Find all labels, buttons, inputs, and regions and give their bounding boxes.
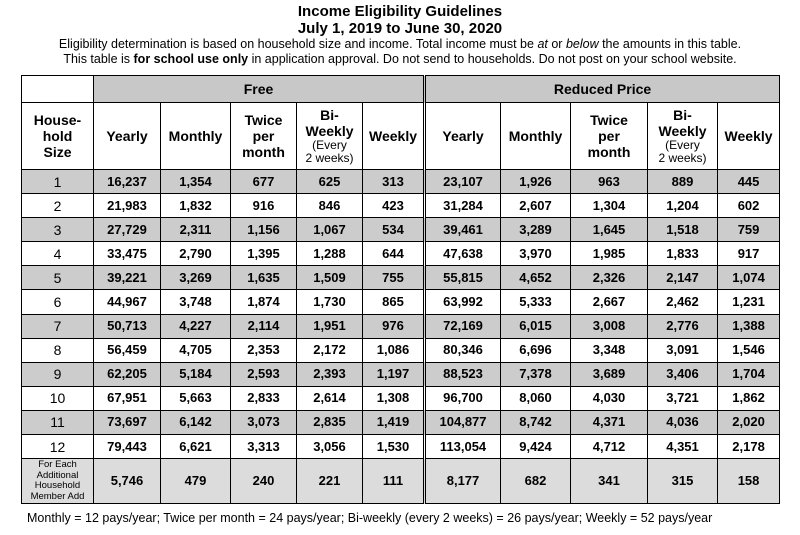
reduced-value-cell: 104,877 bbox=[425, 410, 501, 434]
reduced-value-cell: 1,985 bbox=[571, 242, 648, 266]
free-value-cell: 755 bbox=[363, 266, 425, 290]
free-value-cell: 2,835 bbox=[297, 410, 363, 434]
table-row bbox=[22, 290, 780, 314]
household-size-cell: 12 bbox=[22, 435, 94, 459]
additional-member-label bbox=[22, 459, 94, 504]
additional-free-value-cell: 479 bbox=[161, 459, 231, 504]
household-size-cell: 9 bbox=[22, 362, 94, 386]
reduced-value-cell: 23,107 bbox=[425, 170, 501, 194]
table-row bbox=[22, 266, 780, 290]
reduced-value-cell: 2,607 bbox=[501, 194, 571, 218]
additional-member-row bbox=[22, 459, 780, 504]
reduced-value-cell: 3,721 bbox=[648, 386, 718, 410]
header-text: Weekly bbox=[305, 123, 354, 139]
household-size-cell: 8 bbox=[22, 338, 94, 362]
free-value-cell: 865 bbox=[363, 290, 425, 314]
header-biweekly bbox=[648, 103, 718, 170]
table-row bbox=[22, 435, 780, 459]
reduced-value-cell: 1,704 bbox=[718, 362, 780, 386]
free-value-cell: 1,419 bbox=[363, 410, 425, 434]
free-value-cell: 1,067 bbox=[297, 218, 363, 242]
free-value-cell: 1,951 bbox=[297, 314, 363, 338]
household-size-cell: 4 bbox=[22, 242, 94, 266]
header-text: month bbox=[242, 144, 285, 160]
header-biweekly bbox=[297, 103, 363, 170]
free-value-cell: 2,593 bbox=[231, 362, 297, 386]
reduced-value-cell: 8,742 bbox=[501, 410, 571, 434]
reduced-value-cell: 4,712 bbox=[571, 435, 648, 459]
reduced-value-cell: 8,060 bbox=[501, 386, 571, 410]
header-weekly: Weekly bbox=[363, 103, 425, 170]
free-value-cell: 73,697 bbox=[94, 410, 161, 434]
reduced-value-cell: 1,304 bbox=[571, 194, 648, 218]
household-size-cell: 11 bbox=[22, 410, 94, 434]
reduced-value-cell: 9,424 bbox=[501, 435, 571, 459]
header-note: 2 weeks) bbox=[658, 151, 707, 165]
header-text: Bi- bbox=[320, 107, 339, 123]
group-header-reduced: Reduced Price bbox=[425, 76, 780, 103]
free-value-cell: 3,313 bbox=[231, 435, 297, 459]
label-line: Member Add bbox=[30, 490, 85, 502]
table-row bbox=[22, 218, 780, 242]
header-yearly: Yearly bbox=[425, 103, 501, 170]
additional-reduced-value-cell: 682 bbox=[501, 459, 571, 504]
free-value-cell: 625 bbox=[297, 170, 363, 194]
header-text: Bi- bbox=[673, 107, 692, 123]
free-value-cell: 2,614 bbox=[297, 386, 363, 410]
table-row bbox=[22, 170, 780, 194]
reduced-value-cell: 1,645 bbox=[571, 218, 648, 242]
table-row bbox=[22, 362, 780, 386]
reduced-value-cell: 88,523 bbox=[425, 362, 501, 386]
corner-cell bbox=[22, 76, 94, 103]
reduced-value-cell: 47,638 bbox=[425, 242, 501, 266]
free-value-cell: 39,221 bbox=[94, 266, 161, 290]
reduced-value-cell: 63,992 bbox=[425, 290, 501, 314]
header-text: per bbox=[598, 128, 620, 144]
reduced-value-cell: 1,926 bbox=[501, 170, 571, 194]
household-size-cell: 10 bbox=[22, 386, 94, 410]
household-size-cell: 1 bbox=[22, 170, 94, 194]
desc-strong: for school use only bbox=[133, 52, 249, 66]
eligibility-table bbox=[21, 75, 780, 504]
reduced-value-cell: 1,546 bbox=[718, 338, 780, 362]
header-note: (Every bbox=[665, 138, 700, 152]
reduced-value-cell: 55,815 bbox=[425, 266, 501, 290]
free-value-cell: 1,874 bbox=[231, 290, 297, 314]
reduced-value-cell: 2,020 bbox=[718, 410, 780, 434]
header-text: Weekly bbox=[658, 123, 707, 139]
desc-text: the amounts in this table. bbox=[598, 37, 742, 51]
table-row bbox=[22, 194, 780, 218]
reduced-value-cell: 4,036 bbox=[648, 410, 718, 434]
free-value-cell: 3,056 bbox=[297, 435, 363, 459]
reduced-value-cell: 3,289 bbox=[501, 218, 571, 242]
reduced-value-cell: 4,371 bbox=[571, 410, 648, 434]
free-value-cell: 1,197 bbox=[363, 362, 425, 386]
header-household-size bbox=[22, 103, 94, 170]
reduced-value-cell: 4,351 bbox=[648, 435, 718, 459]
description-line-1 bbox=[0, 37, 800, 52]
free-value-cell: 4,705 bbox=[161, 338, 231, 362]
free-value-cell: 1,156 bbox=[231, 218, 297, 242]
reduced-value-cell: 96,700 bbox=[425, 386, 501, 410]
reduced-value-cell: 2,667 bbox=[571, 290, 648, 314]
free-value-cell: 1,530 bbox=[363, 435, 425, 459]
reduced-value-cell: 6,696 bbox=[501, 338, 571, 362]
header-note: 2 weeks) bbox=[305, 151, 354, 165]
free-value-cell: 4,227 bbox=[161, 314, 231, 338]
reduced-value-cell: 3,008 bbox=[571, 314, 648, 338]
free-value-cell: 1,288 bbox=[297, 242, 363, 266]
reduced-value-cell: 602 bbox=[718, 194, 780, 218]
table-row bbox=[22, 386, 780, 410]
desc-text: in application approval. Do not send to households. Do not post on your school website. bbox=[248, 52, 737, 66]
free-value-cell: 3,269 bbox=[161, 266, 231, 290]
free-value-cell: 1,832 bbox=[161, 194, 231, 218]
reduced-value-cell: 1,862 bbox=[718, 386, 780, 410]
reduced-value-cell: 5,333 bbox=[501, 290, 571, 314]
header-note: (Every bbox=[312, 138, 347, 152]
free-value-cell: 1,308 bbox=[363, 386, 425, 410]
household-size-cell: 2 bbox=[22, 194, 94, 218]
free-value-cell: 846 bbox=[297, 194, 363, 218]
footer-note: Monthly = 12 pays/year; Twice per month = 24 pays/year; Bi-weekly (every 2 weeks) = 26 pays/year; Weekly = 52 pays/year bbox=[27, 511, 713, 526]
header-twice-per-month bbox=[231, 103, 297, 170]
additional-free-value-cell: 240 bbox=[231, 459, 297, 504]
reduced-value-cell: 2,326 bbox=[571, 266, 648, 290]
reduced-value-cell: 759 bbox=[718, 218, 780, 242]
header-text: Twice bbox=[244, 112, 283, 128]
reduced-value-cell: 7,378 bbox=[501, 362, 571, 386]
reduced-value-cell: 917 bbox=[718, 242, 780, 266]
reduced-value-cell: 889 bbox=[648, 170, 718, 194]
reduced-value-cell: 3,091 bbox=[648, 338, 718, 362]
reduced-value-cell: 4,652 bbox=[501, 266, 571, 290]
label-line: For Each bbox=[38, 459, 77, 471]
header-text: Twice bbox=[590, 112, 628, 128]
label-line: Additional bbox=[36, 469, 79, 481]
free-value-cell: 1,509 bbox=[297, 266, 363, 290]
header-weekly: Weekly bbox=[718, 103, 780, 170]
free-value-cell: 2,114 bbox=[231, 314, 297, 338]
household-size-cell: 6 bbox=[22, 290, 94, 314]
free-value-cell: 1,086 bbox=[363, 338, 425, 362]
group-header-free: Free bbox=[94, 76, 425, 103]
reduced-value-cell: 2,462 bbox=[648, 290, 718, 314]
page-title: Income Eligibility Guidelines bbox=[297, 3, 503, 20]
free-value-cell: 2,172 bbox=[297, 338, 363, 362]
free-value-cell: 56,459 bbox=[94, 338, 161, 362]
reduced-value-cell: 1,518 bbox=[648, 218, 718, 242]
free-value-cell: 44,967 bbox=[94, 290, 161, 314]
desc-text: Eligibility determination is based on household size and income. Total income must be bbox=[58, 37, 538, 51]
additional-free-value-cell: 111 bbox=[363, 459, 425, 504]
additional-reduced-value-cell: 158 bbox=[718, 459, 780, 504]
reduced-value-cell: 1,074 bbox=[718, 266, 780, 290]
table-row bbox=[22, 242, 780, 266]
header-text: per bbox=[252, 128, 275, 144]
free-value-cell: 5,663 bbox=[161, 386, 231, 410]
desc-emphasis: below bbox=[565, 37, 599, 51]
header-text: hold bbox=[42, 128, 73, 144]
description-line-2 bbox=[0, 52, 800, 67]
header-twice-per-month bbox=[571, 103, 648, 170]
reduced-value-cell: 1,388 bbox=[718, 314, 780, 338]
reduced-value-cell: 2,178 bbox=[718, 435, 780, 459]
reduced-value-cell: 31,284 bbox=[425, 194, 501, 218]
free-value-cell: 3,748 bbox=[161, 290, 231, 314]
table-row bbox=[22, 410, 780, 434]
free-value-cell: 534 bbox=[363, 218, 425, 242]
header-text: Size bbox=[43, 144, 72, 160]
free-value-cell: 6,142 bbox=[161, 410, 231, 434]
reduced-value-cell: 3,970 bbox=[501, 242, 571, 266]
additional-free-value-cell: 5,746 bbox=[94, 459, 161, 504]
header-yearly: Yearly bbox=[94, 103, 161, 170]
reduced-value-cell: 113,054 bbox=[425, 435, 501, 459]
reduced-value-cell: 6,015 bbox=[501, 314, 571, 338]
free-value-cell: 1,395 bbox=[231, 242, 297, 266]
desc-emphasis: at bbox=[537, 37, 548, 51]
free-value-cell: 27,729 bbox=[94, 218, 161, 242]
reduced-value-cell: 2,776 bbox=[648, 314, 718, 338]
reduced-value-cell: 72,169 bbox=[425, 314, 501, 338]
household-size-cell: 7 bbox=[22, 314, 94, 338]
reduced-value-cell: 1,833 bbox=[648, 242, 718, 266]
free-value-cell: 644 bbox=[363, 242, 425, 266]
reduced-value-cell: 445 bbox=[718, 170, 780, 194]
reduced-value-cell: 3,348 bbox=[571, 338, 648, 362]
household-size-cell: 5 bbox=[22, 266, 94, 290]
reduced-value-cell: 1,231 bbox=[718, 290, 780, 314]
free-value-cell: 79,443 bbox=[94, 435, 161, 459]
table-row bbox=[22, 314, 780, 338]
desc-text: or bbox=[547, 37, 566, 51]
free-value-cell: 21,983 bbox=[94, 194, 161, 218]
table-row bbox=[22, 338, 780, 362]
reduced-value-cell: 39,461 bbox=[425, 218, 501, 242]
free-value-cell: 1,635 bbox=[231, 266, 297, 290]
reduced-value-cell: 963 bbox=[571, 170, 648, 194]
free-value-cell: 916 bbox=[231, 194, 297, 218]
household-size-cell: 3 bbox=[22, 218, 94, 242]
free-value-cell: 423 bbox=[363, 194, 425, 218]
reduced-value-cell: 1,204 bbox=[648, 194, 718, 218]
free-value-cell: 1,730 bbox=[297, 290, 363, 314]
reduced-value-cell: 2,147 bbox=[648, 266, 718, 290]
free-value-cell: 16,237 bbox=[94, 170, 161, 194]
additional-free-value-cell: 221 bbox=[297, 459, 363, 504]
free-value-cell: 5,184 bbox=[161, 362, 231, 386]
label-line: Household bbox=[34, 480, 81, 492]
reduced-value-cell: 4,030 bbox=[571, 386, 648, 410]
free-value-cell: 313 bbox=[363, 170, 425, 194]
free-value-cell: 6,621 bbox=[161, 435, 231, 459]
additional-reduced-value-cell: 341 bbox=[571, 459, 648, 504]
free-value-cell: 50,713 bbox=[94, 314, 161, 338]
reduced-value-cell: 3,406 bbox=[648, 362, 718, 386]
free-value-cell: 1,354 bbox=[161, 170, 231, 194]
free-value-cell: 2,353 bbox=[231, 338, 297, 362]
free-value-cell: 3,073 bbox=[231, 410, 297, 434]
free-value-cell: 33,475 bbox=[94, 242, 161, 266]
page-subtitle: July 1, 2019 to June 30, 2020 bbox=[297, 20, 503, 37]
free-value-cell: 2,833 bbox=[231, 386, 297, 410]
header-text: month bbox=[587, 144, 631, 160]
header-text: House- bbox=[33, 112, 82, 128]
free-value-cell: 2,311 bbox=[161, 218, 231, 242]
free-value-cell: 67,951 bbox=[94, 386, 161, 410]
desc-text: This table is bbox=[63, 52, 134, 66]
reduced-value-cell: 3,689 bbox=[571, 362, 648, 386]
header-monthly: Monthly bbox=[161, 103, 231, 170]
free-value-cell: 976 bbox=[363, 314, 425, 338]
free-value-cell: 2,790 bbox=[161, 242, 231, 266]
reduced-value-cell: 80,346 bbox=[425, 338, 501, 362]
additional-reduced-value-cell: 315 bbox=[648, 459, 718, 504]
additional-reduced-value-cell: 8,177 bbox=[425, 459, 501, 504]
free-value-cell: 677 bbox=[231, 170, 297, 194]
free-value-cell: 2,393 bbox=[297, 362, 363, 386]
header-monthly: Monthly bbox=[501, 103, 571, 170]
free-value-cell: 62,205 bbox=[94, 362, 161, 386]
